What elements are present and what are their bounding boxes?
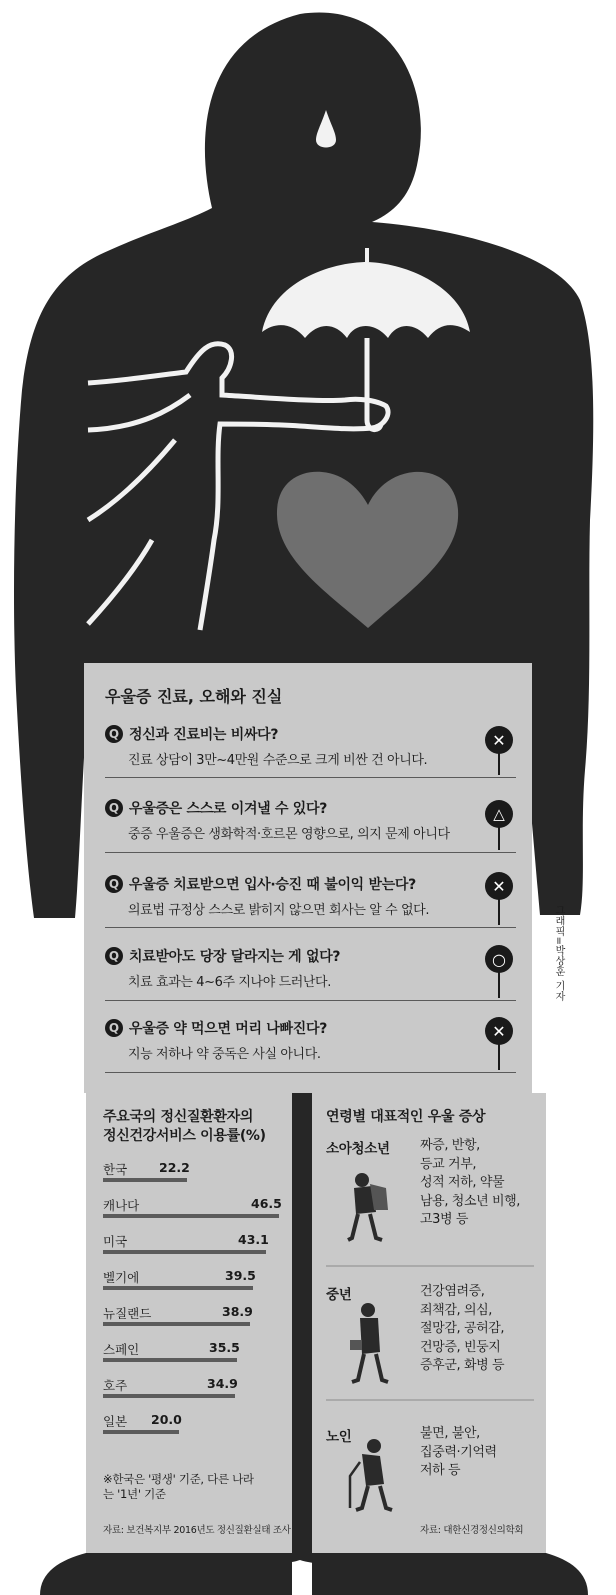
symptom-line: 불면, 불안, [420, 1426, 480, 1441]
symptom-line: 증후군, 화병 등 [420, 1358, 505, 1373]
q-badge-icon: Q [105, 725, 123, 743]
divider [105, 852, 516, 853]
bar-category-label: 스페인 [103, 1342, 140, 1357]
bar [103, 1322, 250, 1326]
symptom-line: 집중력·기억력 [420, 1444, 497, 1460]
bar [103, 1286, 253, 1290]
bar [103, 1250, 266, 1254]
bar-category-label: 미국 [103, 1234, 128, 1249]
myth-item [105, 1018, 515, 1062]
graphic-credit: 그래픽=박상훈 기자 [553, 905, 564, 1002]
divider [105, 1000, 516, 1001]
myth-item [105, 724, 515, 768]
myth-answer: 의료법 규정상 스스로 밝히지 않으면 회사는 알 수 없다. [128, 903, 430, 918]
symptoms-source: 자료: 대한신경정신의학회 [420, 1525, 524, 1536]
bar-value-label: 20.0 [151, 1412, 182, 1427]
usage-note-line1: ※한국은 '평생' 기준, 다른 나라 [103, 1472, 254, 1486]
verdict-triangle-icon: △ [485, 800, 513, 828]
bar-value-label: 22.2 [159, 1160, 190, 1175]
q-badge-icon: Q [105, 947, 123, 965]
bar [103, 1358, 237, 1362]
bar-value-label: 43.1 [238, 1232, 269, 1247]
symptom-line: 죄책감, 의심, [420, 1302, 492, 1318]
symptom-line: 남용, 청소년 비행, [420, 1193, 521, 1209]
bar-value-label: 39.5 [225, 1268, 256, 1283]
verdict-x-icon: ✕ [485, 872, 513, 900]
usage-note-line2: 는 '1년' 기준 [103, 1487, 166, 1501]
divider [105, 1072, 516, 1073]
bar-category-label: 일본 [103, 1414, 128, 1429]
bar-value-label: 38.9 [222, 1304, 253, 1319]
q-badge-icon: Q [105, 799, 123, 817]
usage-title-line2: 정신건강서비스 이용률(%) [103, 1128, 266, 1144]
bar-category-label: 캐나다 [103, 1198, 140, 1213]
bar-value-label: 34.9 [207, 1376, 238, 1391]
bar [103, 1178, 187, 1182]
usage-title [103, 1108, 266, 1146]
myth-question: 우울증 약 먹으면 머리 나빠진다? [129, 1021, 328, 1037]
symptom-list-middle-aged [420, 1283, 504, 1376]
myth-answer: 진료 상담이 3만~4만원 수준으로 크게 비싼 건 아니다. [128, 753, 428, 768]
usage-note [103, 1472, 254, 1502]
myth-question: 정신과 진료비는 비싸다? [129, 727, 279, 743]
bar-category-label: 한국 [103, 1162, 128, 1177]
bar-value-label: 46.5 [251, 1196, 282, 1211]
left-foot [40, 1553, 292, 1595]
bar-category-label: 뉴질랜드 [103, 1306, 152, 1321]
verdict-x-icon: ✕ [485, 1017, 513, 1045]
symptom-line: 건강염려증, [420, 1284, 485, 1299]
bar-category-label: 호주 [103, 1378, 128, 1393]
bar [103, 1214, 279, 1218]
bar-value-label: 35.5 [209, 1340, 240, 1355]
q-badge-icon: Q [105, 1019, 123, 1037]
usage-title-line1: 주요국의 정신질환환자의 [103, 1109, 254, 1125]
symptom-line: 짜증, 반항, [420, 1138, 480, 1153]
myth-answer: 지능 저하나 약 중독은 사실 아니다. [128, 1047, 321, 1062]
usage-source: 자료: 보건복지부 2016년도 정신질환실태 조사 [103, 1525, 291, 1536]
symptom-list-elderly [420, 1425, 497, 1481]
symptom-line: 성적 저하, 약물 [420, 1175, 505, 1190]
bar-category-label: 벨기에 [103, 1270, 140, 1285]
right-foot [312, 1553, 588, 1595]
divider [105, 777, 516, 778]
myth-answer: 치료 효과는 4~6주 지나야 드러난다. [128, 975, 331, 990]
symptom-line: 저하 등 [420, 1463, 461, 1478]
myth-question: 우울증은 스스로 이겨낼 수 있다? [129, 801, 328, 817]
bar [103, 1430, 179, 1434]
symptom-group-middle-aged: 중년 [326, 1287, 352, 1303]
verdict-circle-icon: ○ [485, 945, 513, 973]
symptom-group-elderly: 노인 [326, 1429, 352, 1445]
symptoms-title: 연령별 대표적인 우울 증상 [326, 1109, 486, 1125]
myth-item [105, 798, 515, 842]
symptom-line: 등교 거부, [420, 1156, 477, 1172]
symptom-line: 건망증, 빈둥지 [420, 1339, 501, 1355]
myth-question: 우울증 치료받으면 입사·승진 때 불이익 받는다? [129, 877, 416, 893]
myth-item [105, 874, 515, 918]
myths-title: 우울증 진료, 오해와 진실 [105, 687, 283, 706]
symptom-line: 절망감, 공허감, [420, 1321, 505, 1336]
bar [103, 1394, 235, 1398]
myth-answer: 중증 우울증은 생화학적·호르몬 영향으로, 의지 문제 아니다 [128, 827, 450, 842]
symptom-group-teen: 소아청소년 [326, 1141, 390, 1157]
q-badge-icon: Q [105, 875, 123, 893]
divider [105, 927, 516, 928]
myth-question: 치료받아도 당장 달라지는 게 없다? [129, 949, 341, 965]
symptom-line: 고3병 등 [420, 1212, 469, 1227]
verdict-x-icon: ✕ [485, 726, 513, 754]
myth-item [105, 946, 515, 990]
symptom-list-teen [420, 1137, 520, 1230]
